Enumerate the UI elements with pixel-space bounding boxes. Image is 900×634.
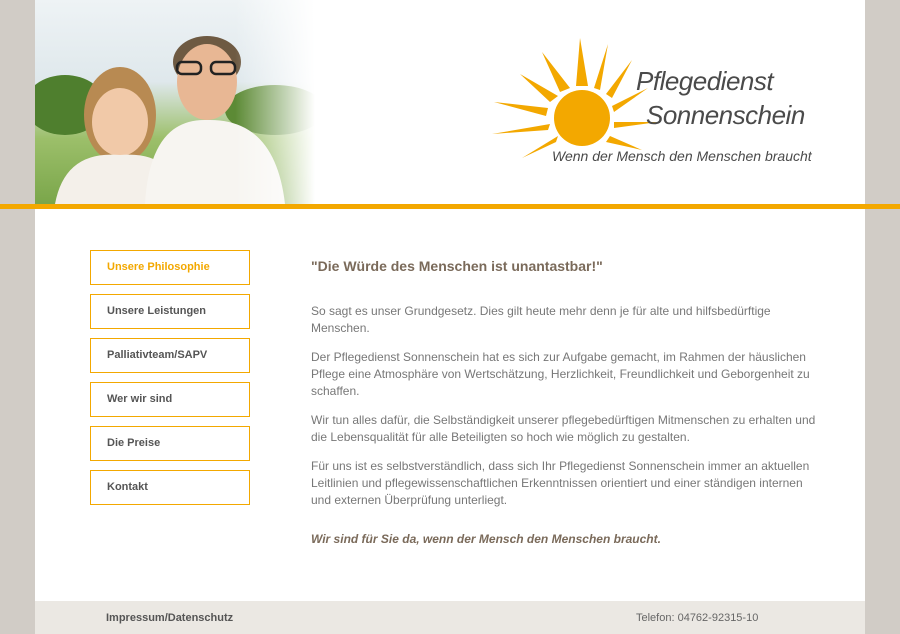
header-accent-stripe bbox=[0, 204, 900, 209]
nav-item-unsere-leistungen[interactable]: Unsere Leistungen bbox=[90, 294, 250, 329]
nav-item-palliativteam[interactable]: Palliativteam/SAPV bbox=[90, 338, 250, 373]
nav-item-unsere-philosophie[interactable]: Unsere Philosophie bbox=[90, 250, 250, 285]
paragraph-2: Der Pflegedienst Sonnenschein hat es sich zur Aufgabe gemacht, im Rahmen der häuslichen Pflege eine Atmosphäre von Wertschätzung, Herzlichkeit, Freundlichkeit und Geborgenheit zu schaffen. bbox=[311, 350, 810, 398]
logo-title-line2: Sonnenschein bbox=[646, 100, 805, 130]
paragraph-1: So sagt es unser Grundgesetz. Dies gilt heute mehr denn je für alte und hilfsbedürftige Menschen. bbox=[311, 304, 771, 335]
paragraph-4: Für uns ist es selbstverständlich, dass sich Ihr Pflegedienst Sonnenschein immer an aktuellen Leitlinien und pflegewissenschaftlichen Erkenntnissen orientiert und einer ständigen internen und externen Überprüfung unterliegt. bbox=[311, 459, 810, 507]
logo-tagline: Wenn der Mensch den Menschen braucht bbox=[552, 148, 812, 164]
closing-statement: Wir sind für Sie da, wenn der Mensch den Menschen braucht. bbox=[311, 532, 661, 546]
phone-number: Telefon: 04762-92315-10 bbox=[636, 612, 759, 624]
header-photo bbox=[35, 0, 315, 204]
nav-item-kontakt[interactable]: Kontakt bbox=[90, 470, 250, 505]
nav-item-die-preise[interactable]: Die Preise bbox=[90, 426, 250, 461]
logo[interactable] bbox=[490, 36, 820, 168]
footer bbox=[35, 601, 865, 634]
photo-fade bbox=[235, 0, 315, 204]
nav-item-wer-wir-sind[interactable]: Wer wir sind bbox=[90, 382, 250, 417]
page-heading: "Die Würde des Menschen ist unantastbar!" bbox=[311, 258, 603, 274]
logo-title-line1: Pflegedienst bbox=[636, 66, 774, 96]
imprint-link[interactable]: Impressum/Datenschutz bbox=[106, 612, 234, 624]
main-content bbox=[311, 258, 816, 560]
paragraph-3: Wir tun alles dafür, die Selbständigkeit unserer pflegebedürftigen Mitmenschen zu erhalten und die Lebensqualität für alle Beteiligten so hoch wie möglich zu gestalten. bbox=[311, 413, 816, 444]
sidebar-nav bbox=[90, 250, 250, 514]
header bbox=[35, 0, 865, 204]
page bbox=[35, 0, 865, 634]
